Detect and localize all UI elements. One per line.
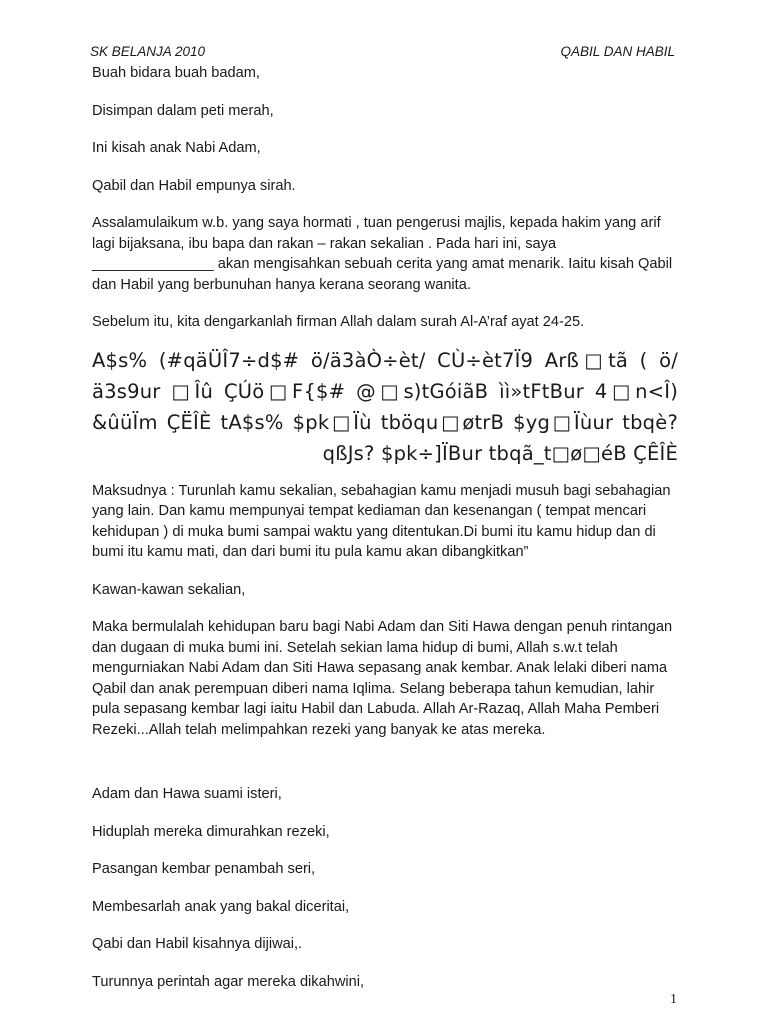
address-line: Kawan-kawan sekalian,	[92, 581, 246, 598]
pantun-line: Disimpan dalam peti merah,	[92, 102, 274, 119]
pantun-line: Hiduplah mereka dimurahkan rezeki,	[92, 823, 330, 840]
arabic-verse: A$s% (#qäÜÎ7÷d$# ö/ä3àÒ÷èt/ CÙ÷èt7Ï9 Arß□tã ( ö/ä3s9ur □Îû ÇÚö□F{$# @□s)tGóiãB ìì»tFtBur 4□n<Î) &ûüÏm ÇËÎÈ tA$s% $pk□Ïù tböqu□øtrB $yg□Ïùur tbqè?qßJs? $pk÷]ÏBur tbqã_t□ø□éB ÇÊÎÈ	[92, 348, 678, 465]
header-left: SK BELANJA 2010	[90, 44, 206, 59]
pantun-line: Pasangan kembar penambah seri,	[92, 861, 316, 877]
page-number: 1	[670, 992, 677, 1007]
pantun-line: Turunnya perintah agar mereka dikahwini,	[92, 973, 365, 990]
header-right: QABIL DAN HABIL	[560, 44, 675, 59]
pantun-line: Ini kisah anak Nabi Adam,	[92, 140, 261, 156]
story-paragraph: Maka bermulalah kehidupan baru bagi Nabi Adam dan Siti Hawa dengan penuh rintangan dan dugaan di muka bumi ini. Setelah sekian lama hidup di bumi, Allah s.w.t telah mengurniakan Nabi Adam dan Siti Hawa sepasang anak kembar. Anak lelaki diberi nama Qabil dan anak perempuan diberi nama Iqlima. Selang beberapa tahun kemudian, lahir pula sepasang kembar lagi iaitu Habil dan Labuda. Allah Ar-Razaq, Allah Maha Pemberi Rezeki...Allah telah melimpahkan rezeki yang banyak ke atas mereka.	[92, 619, 673, 738]
pantun-line: Qabil dan Habil empunya sirah.	[92, 177, 296, 194]
pantun-line: Qabi dan Habil kisahnya dijiwai,.	[92, 936, 303, 952]
meaning-paragraph: Maksudnya : Turunlah kamu sekalian, sebahagian kamu menjadi musuh bagi sebahagian yang lain. Dan kamu mempunyai tempat kediaman dan kesenangan ( tempat mencari kehidupan ) di muka bumi sampai waktu yang ditentukan.Di bumi itu kamu hidup dan di bumi itu kamu mati, dan dari bumi itu pula kamu akan dibangkitkan”	[92, 482, 671, 560]
document-body	[92, 63, 678, 992]
page-header	[90, 44, 675, 62]
intro-verse: Sebelum itu, kita dengarkanlah firman Allah dalam surah Al-A’raf ayat 24-25.	[92, 314, 585, 330]
pantun-line: Buah bidara buah badam,	[92, 65, 260, 81]
pantun-line: Membesarlah anak yang bakal diceritai,	[92, 898, 350, 915]
pantun-line: Adam dan Hawa suami isteri,	[92, 786, 282, 802]
greeting-paragraph: Assalamulaikum w.b. yang saya hormati , tuan pengerusi majlis, kepada hakim yang arif lagi bijaksana, ibu bapa dan rakan – rakan sekalian . Pada hari ini, saya _______________ akan mengisahkan sebuah cerita yang amat menarik. Iaitu kisah Qabil dan Habil yang berbunuhan hanya kerana seorang wanita.	[92, 215, 673, 293]
